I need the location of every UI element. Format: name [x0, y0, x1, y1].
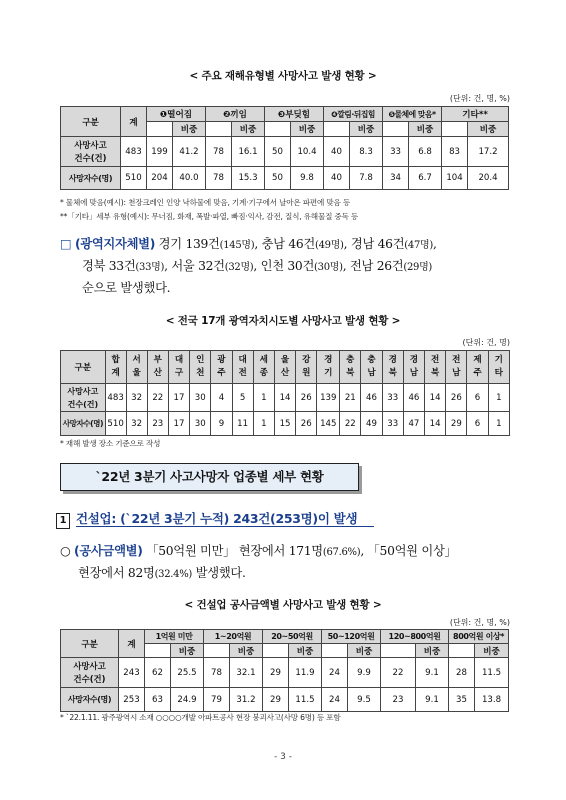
cell: 8.3: [350, 137, 383, 167]
region-value: 경남 46건: [350, 237, 405, 251]
cell: 22: [381, 658, 416, 688]
cell: 20.4: [468, 167, 509, 190]
header-region: 부 산: [147, 351, 168, 384]
header-region: 경 북: [382, 351, 403, 384]
cell: 63: [145, 688, 171, 712]
construction-amount-table: [60, 629, 509, 712]
cell: 78: [204, 658, 230, 688]
cell: 78: [206, 167, 232, 190]
cell: 46: [361, 384, 382, 412]
cell: 204: [147, 167, 173, 190]
cell: 40: [324, 137, 350, 167]
region-sub: (145명): [219, 240, 255, 251]
cell: 6: [467, 412, 488, 436]
header-ratio: 비중: [468, 122, 509, 137]
cell: 29: [263, 658, 289, 688]
cell: 1: [488, 384, 509, 412]
amount-sub: (32.4%): [154, 569, 193, 580]
cell: 30: [190, 412, 211, 436]
cell: 11.9: [289, 658, 322, 688]
cell: 6.7: [409, 167, 442, 190]
region-table: [60, 350, 510, 436]
header-ratio: 비중: [409, 122, 442, 137]
header-ratio: 비중: [232, 122, 265, 137]
header-total: 계: [119, 630, 145, 658]
cell: 510: [105, 412, 126, 436]
region-value: 서울 32건: [171, 259, 225, 273]
cell: 1: [253, 412, 274, 436]
cell: 50: [265, 137, 291, 167]
header-band: 20~50억원: [263, 630, 322, 644]
cell: 24: [322, 688, 348, 712]
cell: 32: [126, 412, 147, 436]
cell: 78: [206, 137, 232, 167]
header-region: 인 천: [190, 351, 211, 384]
header-band: 1억원 미만: [145, 630, 204, 644]
header-ratio: 비중: [173, 122, 206, 137]
row-label: 사망사고 건수(건): [61, 658, 119, 688]
header-ratio: 비중: [291, 122, 324, 137]
header-region: 광 주: [211, 351, 232, 384]
cell: 29: [446, 412, 467, 436]
subsection-text: 건설업: (`22년 3분기 누적) 243건(253명)이 발생: [76, 511, 358, 526]
cell: 11.5: [475, 658, 509, 688]
cell: 32: [126, 384, 147, 412]
bullet-square: □: [60, 237, 72, 251]
region-sub: (30명): [314, 262, 343, 273]
cell: 13.8: [475, 688, 509, 712]
header-ratio: 비중: [475, 644, 509, 658]
cell: 50: [265, 167, 291, 190]
amount-summary: [60, 541, 520, 585]
table3-unit: (단위: 건, 명, %): [449, 618, 510, 627]
cell: 11: [232, 412, 253, 436]
table-row: [61, 167, 509, 190]
cell: 79: [204, 688, 230, 712]
cell: 40: [324, 167, 350, 190]
header-region: 전 북: [425, 351, 446, 384]
row-label: 사망자수(명): [61, 688, 119, 712]
cell: 14: [425, 384, 446, 412]
header-ratio: 비중: [230, 644, 263, 658]
cell: 40.0: [173, 167, 206, 190]
header-band: 1~20억원: [204, 630, 263, 644]
amount-text: 「50억원 미만」 현장에서 171명: [146, 544, 323, 558]
table2-title: < 전국 17개 광역자치시도별 사망사고 발생 현황 >: [165, 315, 401, 327]
header-type: 기타**: [442, 107, 509, 122]
cell: 24: [322, 658, 348, 688]
table3-title: < 건설업 공사금액별 사망사고 발생 현황 >: [184, 599, 382, 611]
cell: 9.5: [348, 688, 381, 712]
header-region: 대 전: [232, 351, 253, 384]
header-type: ❸부딪힘: [265, 107, 324, 122]
cell: 253: [119, 688, 145, 712]
region-sub: (47명): [404, 240, 433, 251]
header-type: ❹깔림·뒤집힘: [324, 107, 383, 122]
cell: 33: [382, 412, 403, 436]
cell: 17: [168, 384, 189, 412]
cell: 14: [425, 412, 446, 436]
para-head: (공사금액별): [74, 544, 143, 558]
cell: 5: [232, 384, 253, 412]
cell: 243: [119, 658, 145, 688]
region-sub: (29명): [403, 262, 433, 273]
header-ratio: 비중: [348, 644, 381, 658]
cell: 9.1: [416, 658, 449, 688]
row-label: 사망사고 건수(건): [61, 137, 121, 167]
header-ratio: 비중: [416, 644, 449, 658]
cell: 32.1: [230, 658, 263, 688]
section-title: `22년 3분기 사고사망자 업종별 세부 현황: [60, 463, 359, 491]
cell: 7.8: [350, 167, 383, 190]
region-value: 경기 139건: [158, 237, 220, 251]
cell: 15.3: [232, 167, 265, 190]
region-sub: (49명): [314, 240, 344, 251]
cell: 33: [383, 137, 409, 167]
cell: 83: [442, 137, 468, 167]
header-band: 50~120억원: [322, 630, 381, 644]
table-row: [61, 384, 510, 412]
cell: 9.8: [291, 167, 324, 190]
regional-summary: □ (광역지자체별) 경기 139건(145명), 충남 46건(49명), 경남 46건(47명), 경북 33건(33명), 서울 32건(32명), 인천 30건(30명), 전남 26건(29명) 순으로 발생했다.: [60, 234, 520, 299]
cell: 26: [296, 384, 317, 412]
cell: 47: [403, 412, 424, 436]
cell: 29: [263, 688, 289, 712]
cell: 17.2: [468, 137, 509, 167]
table-row: [61, 688, 509, 712]
cell: 17: [168, 412, 189, 436]
cell: 483: [121, 137, 147, 167]
cell: 23: [147, 412, 168, 436]
header-type: ❶떨어짐: [147, 107, 206, 122]
cell: 35: [449, 688, 475, 712]
header-region: 세 종: [253, 351, 274, 384]
header-total: 계: [121, 107, 147, 137]
region-value: 경북 33건: [82, 259, 136, 273]
header-gubun: 구분: [61, 107, 121, 137]
header-region: 대 구: [168, 351, 189, 384]
cell: 15: [274, 412, 295, 436]
header-gubun: 구분: [61, 351, 106, 384]
cell: 9.9: [348, 658, 381, 688]
header-region: 강 원: [296, 351, 317, 384]
cell: 46: [403, 384, 424, 412]
cell: 483: [105, 384, 126, 412]
cell: 26: [446, 384, 467, 412]
para-end: 순으로 발생했다.: [82, 281, 171, 295]
cell: 6.8: [409, 137, 442, 167]
cell: 28: [449, 658, 475, 688]
cell: 24.9: [171, 688, 204, 712]
header-band: 120~800억원: [381, 630, 449, 644]
header-region: 충 남: [361, 351, 382, 384]
cell: 16.1: [232, 137, 265, 167]
cell: 1: [253, 384, 274, 412]
cell: 6: [467, 384, 488, 412]
header-region: 충 북: [340, 351, 361, 384]
cell: 199: [147, 137, 173, 167]
header-region: 전 남: [446, 351, 467, 384]
table-row: [61, 658, 509, 688]
header-region: 합 계: [105, 351, 126, 384]
row-label: 사망자수(명): [61, 167, 121, 190]
amount-text: 현장에서 82명: [78, 566, 155, 580]
cell: 25.5: [171, 658, 204, 688]
amount-sub: (67.6%): [322, 547, 361, 558]
header-gubun: 구분: [61, 630, 119, 658]
page-number: - 3 -: [274, 752, 292, 762]
region-sub: (33명): [135, 262, 165, 273]
table2-unit: (단위: 건, 명): [462, 338, 510, 347]
cell: 139: [317, 384, 340, 412]
cell: 510: [121, 167, 147, 190]
cell: 33: [382, 384, 403, 412]
header-ratio: 비중: [350, 122, 383, 137]
bullet-circle: ○: [60, 544, 71, 558]
para-head: (광역지자체별): [74, 237, 156, 251]
cell: 14: [274, 384, 295, 412]
header-region: 기 타: [488, 351, 509, 384]
subsection-construction: [56, 509, 357, 529]
cell: 31.2: [230, 688, 263, 712]
cell: 9.1: [416, 688, 449, 712]
cell: 23: [381, 688, 416, 712]
region-value: 인천 30건: [260, 259, 315, 273]
cell: 26: [296, 412, 317, 436]
header-region: 울 산: [274, 351, 295, 384]
cell: 4: [211, 384, 232, 412]
cell: 21: [340, 384, 361, 412]
header-band: 800억원 이상*: [449, 630, 509, 644]
cell: 104: [442, 167, 468, 190]
amount-text: , 「50억원 이상」: [360, 544, 457, 558]
table1-unit: (단위: 건, 명, %): [449, 94, 510, 103]
header-ratio: 비중: [171, 644, 204, 658]
table1-note: * 물체에 맞음(예시): 천장크레인 인양 낙하물에 맞음, 기계·기구에서 날아온 파편에 맞음 등: [60, 198, 351, 207]
cell: 11.5: [289, 688, 322, 712]
table2-note: * 재해 발생 장소 기준으로 작성: [60, 439, 161, 448]
cell: 41.2: [173, 137, 206, 167]
cell: 145: [317, 412, 340, 436]
accident-type-table: [60, 106, 509, 190]
header-region: 서 울: [126, 351, 147, 384]
cell: 30: [190, 384, 211, 412]
cell: 49: [361, 412, 382, 436]
cell: 22: [147, 384, 168, 412]
header-region: 경 남: [403, 351, 424, 384]
table-row: [61, 412, 510, 436]
table-row: [61, 137, 509, 167]
cell: 34: [383, 167, 409, 190]
table1-note: **「기타」세부 유형(예시): 무너짐, 화재, 폭발·파열, 빠짐·익사, 감전, 질식, 유해물질 중독 등: [60, 212, 359, 221]
table3-note: * `22.1.11. 광주광역시 소재 ○○○○개발 아파트공사 현장 붕괴사고(사망 6명) 등 포함: [60, 713, 341, 722]
region-value: 충남 46건: [261, 237, 315, 251]
cell: 9: [211, 412, 232, 436]
row-label: 사망사고 건수(건): [61, 384, 106, 412]
cell: 1: [488, 412, 509, 436]
region-sub: (32명): [224, 262, 254, 273]
cell: 62: [145, 658, 171, 688]
cell: 10.4: [291, 137, 324, 167]
header-region: 경 기: [317, 351, 340, 384]
cell: 22: [340, 412, 361, 436]
region-value: 전남 26건: [349, 259, 404, 273]
header-type: ❷끼임: [206, 107, 265, 122]
amount-text: 발생했다.: [192, 566, 246, 580]
row-label: 사망자수(명): [61, 412, 106, 436]
header-type: ❺물체에 맞음*: [383, 107, 442, 122]
header-ratio: 비중: [289, 644, 322, 658]
table1-title: < 주요 재해유형별 사망사고 발생 현황 >: [189, 70, 377, 82]
header-region: 제 주: [467, 351, 488, 384]
section-number: 1: [56, 513, 70, 529]
